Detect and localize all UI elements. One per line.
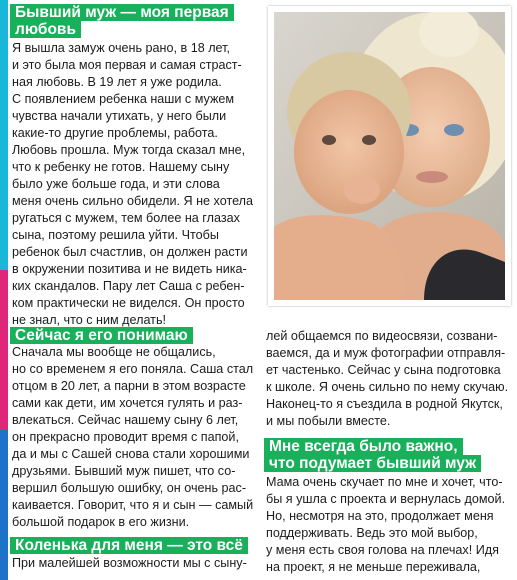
text-line: чувства начали утихать, у него были (12, 109, 227, 123)
text-line: Но, несмотря на это, продолжает меня (266, 509, 494, 523)
text-line: С появлением ребенка наши с мужем (12, 92, 235, 106)
text-line: было уже больше года, и эти слова (12, 177, 220, 191)
section3-heading-text: Коленька для меня — это всё (10, 537, 248, 554)
text-line: ваемся, да и муж фотографии отправля- (266, 346, 506, 360)
text-line: друзьями. Бывший муж пишет, что со- (12, 464, 236, 478)
section1-heading-line: Бывший муж — моя первая (10, 4, 234, 21)
text-line: большой подарок в его жизни. (12, 515, 190, 529)
text-line: сына, поэтому решила уйти. Чтобы (12, 228, 219, 242)
text-line: но со временем я его поняла. Саша стал (12, 362, 254, 376)
text-line: что к ребенку не готов. Нашему сыну (12, 160, 230, 174)
text-line: в окружении позитива и не видеть ника- (12, 262, 247, 276)
text-line: ких скандалов. Пару лет Саша с ребен- (12, 279, 245, 293)
text-line: к школе. Я очень сильно по нему скучаю. (266, 380, 509, 394)
text-line: он прекрасно проводит время с папой, (12, 430, 239, 444)
section3-body (12, 555, 267, 572)
text-line: и это была моя первая и самая страст- (12, 58, 242, 72)
text-line: поддерживать. Ведь это мой выбор, (266, 526, 478, 540)
text-line: Любовь прошла. Муж тогда сказал мне, (12, 143, 246, 157)
text-line: и мы побыли вместе. (266, 414, 391, 428)
decorative-stripe-blue (0, 430, 8, 580)
text-line: Я вышла замуж очень рано, в 18 лет, (12, 41, 231, 55)
text-line: вершил большую ошибку, он очень рас- (12, 481, 247, 495)
text-line: у меня есть своя голова на плечах! Идя (266, 543, 499, 557)
section4-heading (264, 438, 481, 472)
text-line: ребенок был счастлив, он должен расти (12, 245, 248, 259)
text-line: не знал, что с ним делать! (12, 313, 167, 327)
section2-heading (10, 327, 193, 344)
text-line: отцом в 20 лет, а парни в этом возрасте (12, 379, 246, 393)
text-line: какие-то другие проблемы, работа. (12, 126, 218, 140)
section4-heading-line: что подумает бывший муж (264, 455, 481, 472)
text-line: каивается. Говорит, что я и сын — самый (12, 498, 254, 512)
text-line: меня очень сильно обидели. Я не хотела (12, 194, 254, 208)
text-line: ругаться с мужем, тем более на глазах (12, 211, 240, 225)
text-line: бы я ушла с проекта и вернулась домой. (266, 492, 506, 506)
decorative-stripe-cyan (0, 0, 8, 270)
text-line: на проект, я не меньше переживала, (266, 560, 481, 574)
photo-frame (268, 6, 511, 306)
section2-heading-text: Сейчас я его понимаю (10, 327, 193, 344)
text-line: лей общаемся по видеосвязи, созвани- (266, 329, 498, 343)
section4-body (266, 474, 514, 576)
text-line: влекаться. Сейчас нашему сыну 6 лет, (12, 413, 239, 427)
text-line: Мама очень скучает по мне и хочет, что- (266, 475, 503, 489)
text-line: ная любовь. В 19 лет я уже родила. (12, 75, 222, 89)
section4-heading-line: Мне всегда было важно, (264, 438, 463, 455)
photo-mother-and-son (274, 12, 505, 300)
text-line: сами как дети, им хочется гулять и раз- (12, 396, 243, 410)
text-line: да и мы с Сашей снова стали хорошими (12, 447, 250, 461)
section1-heading-line: любовь (10, 21, 81, 38)
text-line: Наконец-то я съездила в родной Якутск, (266, 397, 503, 411)
text-line: При малейшей возможности мы с сыну- (12, 556, 247, 570)
text-line: ет частенько. Сейчас у сына подготовка (266, 363, 501, 377)
decorative-stripe-pink (0, 270, 8, 430)
section1-body (12, 40, 267, 329)
text-line: ком практически не виделся. Он просто (12, 296, 245, 310)
section2-body (12, 344, 267, 531)
section3-heading (10, 537, 248, 554)
text-line: Сначала мы вообще не общались, (12, 345, 216, 359)
section1-heading (10, 4, 234, 38)
right-column-body (266, 328, 514, 430)
